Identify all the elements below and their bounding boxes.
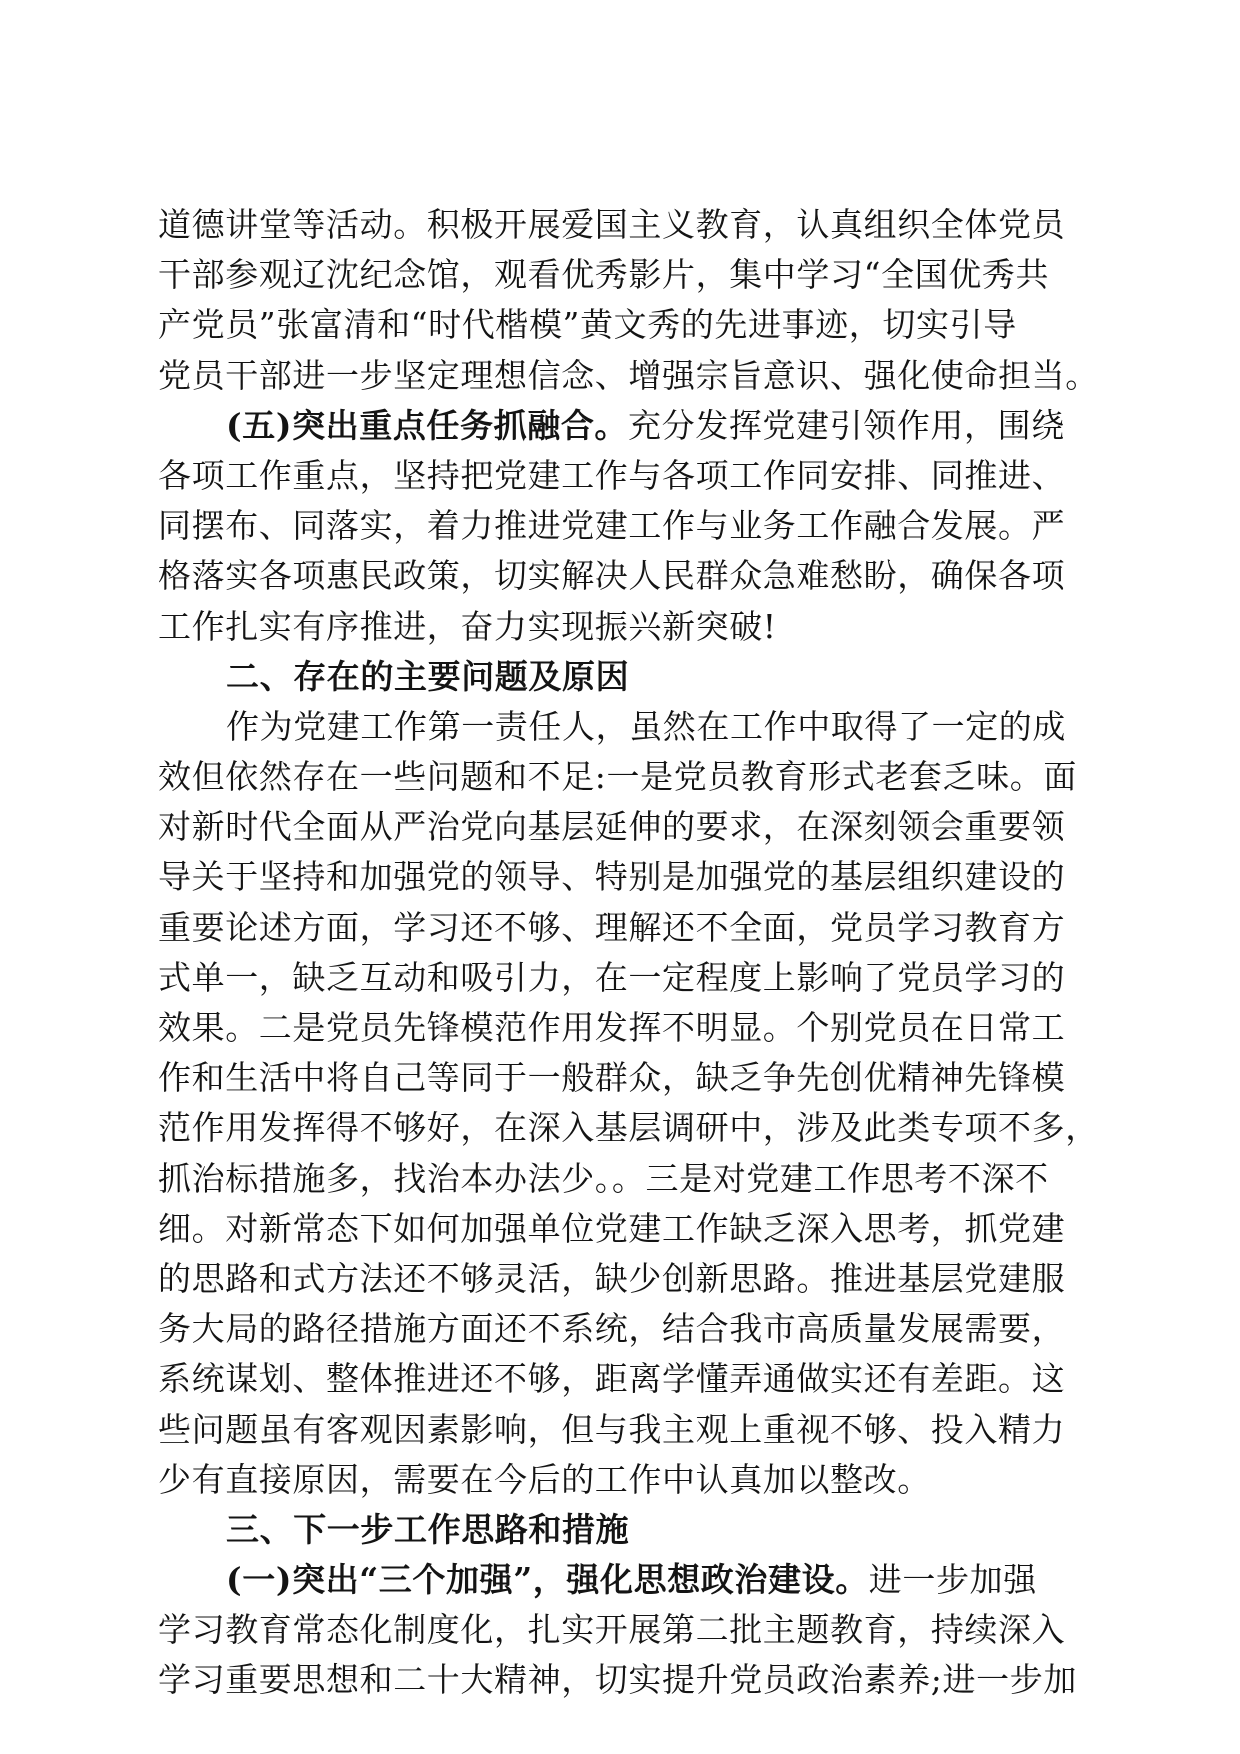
paragraph-line: 产党员”张富清和“时代楷模”黄文秀的先进事迹，切实引导 xyxy=(158,305,1017,345)
paragraph-line: 细。对新常态下如何加强单位党建工作缺乏深入思考，抓党建 xyxy=(158,1208,1066,1248)
paragraph-line: 作为党建工作第一责任人，虽然在工作中取得了一定的成 xyxy=(226,706,1066,746)
paragraph-line: 的思路和式方法还不够灵活，缺少创新思路。推进基层党建服 xyxy=(158,1258,1066,1298)
paragraph-line xyxy=(158,401,1082,451)
paragraph-line: 些问题虽有客观因素影响，但与我主观上重视不够、投入精力 xyxy=(158,1409,1066,1449)
subsection-heading-1: (一)突出“三个加强”，强化思想政治建设。 xyxy=(226,1560,869,1600)
paragraph-line: 各项工作重点，坚持把党建工作与各项工作同安排、同推进、 xyxy=(158,455,1066,495)
paragraph-line: 式单一，缺乏互动和吸引力，在一定程度上影响了党员学习的 xyxy=(158,957,1066,997)
paragraph-line: 同摆布、同落实，着力推进党建工作与业务工作融合发展。严 xyxy=(158,506,1066,546)
paragraph-text: 进一步加强 xyxy=(868,1560,1037,1600)
paragraph-line: 干部参观辽沈纪念馆，观看优秀影片，集中学习“全国优秀共 xyxy=(158,255,1050,295)
paragraph-line: 工作扎实有序推进，奋力实现振兴新突破! xyxy=(158,606,777,646)
paragraph-line: 抓治标措施多，找治本办法少。。三是对党建工作思考不深不 xyxy=(158,1158,1049,1198)
paragraph-line: 党员干部进一步坚定理想信念、增强宗旨意识、强化使命担当。 xyxy=(158,355,1099,395)
paragraph-line: 重要论述方面，学习还不够、理解还不全面，党员学习教育方 xyxy=(158,907,1066,947)
paragraph-line: 导关于坚持和加强党的领导、特别是加强党的基层组织建设的 xyxy=(158,857,1066,897)
paragraph-line: 少有直接原因，需要在今后的工作中认真加以整改。 xyxy=(158,1459,931,1499)
paragraph-line: 务大局的路径措施方面还不系统，结合我市高质量发展需要， xyxy=(158,1309,1066,1349)
section-heading-2: 二、存在的主要问题及原因 xyxy=(226,656,630,696)
paragraph-text: 充分发挥党建引领作用，围绕 xyxy=(628,405,1065,445)
paragraph-line: 效果。二是党员先锋模范作用发挥不明显。个别党员在日常工 xyxy=(158,1008,1066,1047)
paragraph-line: 学习教育常态化制度化，扎实开展第二批主题教育，持续深入 xyxy=(158,1610,1066,1650)
paragraph-line: 学习重要思想和二十大精神，切实提升党员政治素养;进一步加 xyxy=(158,1660,1077,1700)
paragraph-line: 格落实各项惠民政策，切实解决人民群众急难愁盼，确保各项 xyxy=(158,556,1066,596)
body-text xyxy=(158,200,1099,1706)
paragraph-line: 道德讲堂等活动。积极开展爱国主义教育，认真组织全体党员 xyxy=(158,205,1066,244)
subsection-heading-5: (五)突出重点任务抓融合。 xyxy=(226,405,629,445)
paragraph-line: 对新时代全面从严治党向基层延伸的要求，在深刻领会重要领 xyxy=(158,807,1066,847)
paragraph-line: 系统谋划、整体推进还不够，距离学懂弄通做实还有差距。这 xyxy=(158,1359,1066,1399)
paragraph-line: 效但依然存在一些问题和不足:一是党员教育形式老套乏味。面 xyxy=(158,757,1077,797)
paragraph-line: 作和生活中将自己等同于一般群众，缺乏争先创优精神先锋模 xyxy=(158,1058,1066,1098)
section-heading-3: 三、下一步工作思路和措施 xyxy=(226,1509,630,1549)
paragraph-line xyxy=(158,1555,1082,1605)
paragraph-line: 范作用发挥得不够好，在深入基层调研中，涉及此类专项不多， xyxy=(158,1108,1099,1148)
